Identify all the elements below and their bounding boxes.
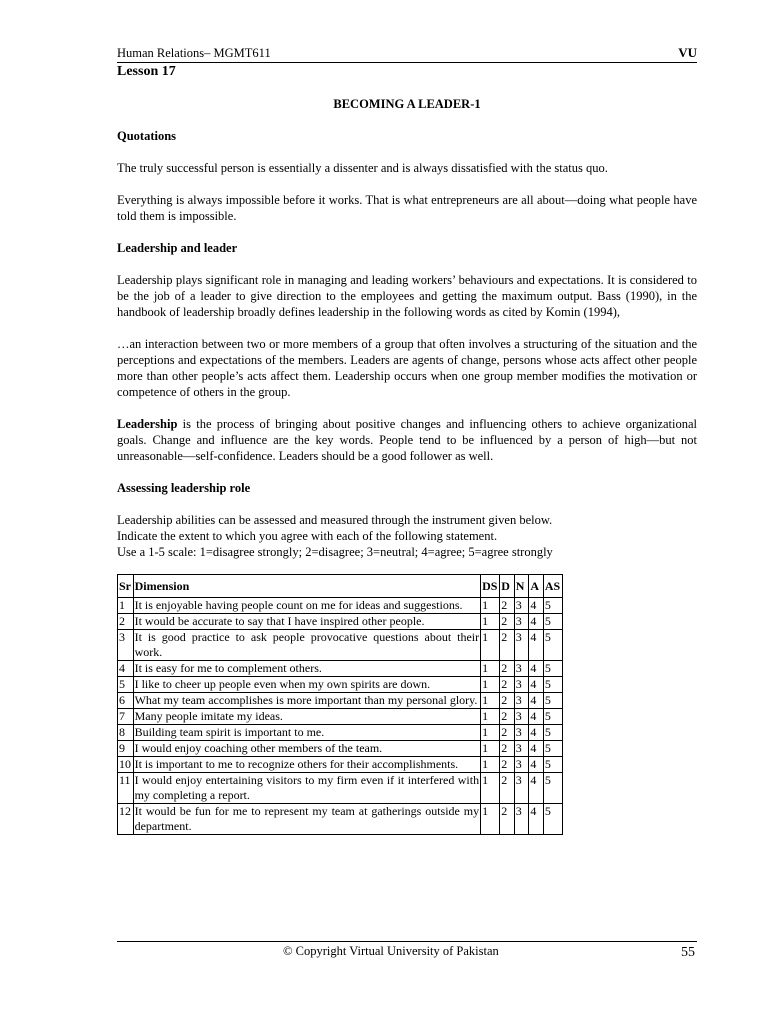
row-dimension: Many people imitate my ideas. [133, 709, 481, 725]
row-dimension: I would enjoy entertaining visitors to my firm even if it interfered with my completing a report. [134, 773, 480, 802]
row-ds: 1 [481, 693, 500, 709]
row-dimension: I like to cheer up people even when my own spirits are down. [133, 677, 481, 693]
course-title: Human Relations– MGMT611 [117, 46, 271, 60]
leadership-definition: is the process of bringing about positive changes and influencing others to achieve organizational goals. Change and influence are the key words. People tend to be influenced by a person of high—but not unreasonable—self-confidence. Leaders should be a good follower as well. [117, 417, 697, 463]
table-body [118, 598, 563, 835]
row-dimension: It is enjoyable having people count on me for ideas and suggestions. [133, 598, 481, 614]
row-a: 4 [529, 725, 544, 741]
lesson-label: Lesson 17 [117, 64, 176, 79]
row-dimension: It would be fun for me to represent my team at gatherings outside my department. [134, 804, 480, 833]
row-as: 5 [543, 709, 562, 725]
table-row [118, 773, 563, 804]
row-dimension: It is important to me to recognize others for their accomplishments. [133, 757, 481, 773]
row-n: 3 [514, 614, 529, 630]
row-a: 4 [529, 709, 544, 725]
quotations-heading: Quotations [117, 129, 177, 143]
row-d: 2 [500, 614, 515, 630]
page-title: BECOMING A LEADER-1 [333, 97, 481, 111]
row-a: 4 [529, 661, 544, 677]
row-dimension: It is easy for me to complement others. [133, 661, 481, 677]
header-ds: DS [481, 575, 500, 598]
row-sr: 7 [118, 709, 134, 725]
row-n: 3 [514, 598, 529, 614]
row-ds: 1 [481, 757, 500, 773]
quote-2: Everything is always impossible before it works. That is what entrepreneurs are all about—doing what people have told them is impossible. [117, 193, 697, 223]
row-sr: 10 [118, 757, 134, 773]
row-sr: 3 [118, 630, 134, 661]
row-ds: 1 [481, 725, 500, 741]
row-as: 5 [543, 661, 562, 677]
table-row [118, 757, 563, 773]
row-d: 2 [500, 630, 515, 661]
row-ds: 1 [481, 741, 500, 757]
assessing-heading: Assessing leadership role [117, 481, 251, 495]
row-as: 5 [543, 725, 562, 741]
row-d: 2 [500, 598, 515, 614]
row-n: 3 [514, 693, 529, 709]
table-row [118, 661, 563, 677]
table-row [118, 804, 563, 835]
table-row [118, 725, 563, 741]
copyright-notice: © Copyright Virtual University of Pakistan [283, 944, 499, 958]
instruction-line-3: Use a 1-5 scale: 1=disagree strongly; 2=disagree; 3=neutral; 4=agree; 5=agree strongly [117, 545, 553, 559]
row-n: 3 [514, 773, 529, 804]
row-as: 5 [543, 598, 562, 614]
row-dimension: I would enjoy coaching other members of the team. [133, 741, 481, 757]
row-d: 2 [500, 709, 515, 725]
row-sr: 4 [118, 661, 134, 677]
row-sr: 8 [118, 725, 134, 741]
row-n: 3 [514, 677, 529, 693]
header-as: AS [543, 575, 562, 598]
org-name: VU [678, 45, 697, 60]
row-n: 3 [514, 661, 529, 677]
row-dimension: What my team accomplishes is more important than my personal glory. [133, 693, 481, 709]
row-ds: 1 [481, 630, 500, 661]
row-as: 5 [543, 741, 562, 757]
table-header-row [118, 575, 563, 598]
table-row [118, 630, 563, 661]
leadership-paragraph-3 [117, 416, 697, 464]
row-ds: 1 [481, 614, 500, 630]
row-n: 3 [514, 804, 529, 835]
leadership-assessment-table [117, 574, 563, 835]
header-n: N [514, 575, 529, 598]
row-sr: 11 [118, 773, 134, 804]
row-sr: 9 [118, 741, 134, 757]
row-as: 5 [543, 757, 562, 773]
row-d: 2 [500, 661, 515, 677]
row-as: 5 [543, 693, 562, 709]
row-a: 4 [529, 804, 544, 835]
table-row [118, 598, 563, 614]
page-header [117, 44, 697, 63]
row-sr: 5 [118, 677, 134, 693]
table-row [118, 709, 563, 725]
row-sr: 12 [118, 804, 134, 835]
header-a: A [529, 575, 544, 598]
row-d: 2 [500, 693, 515, 709]
row-a: 4 [529, 614, 544, 630]
table-row [118, 693, 563, 709]
row-a: 4 [529, 773, 544, 804]
row-a: 4 [529, 757, 544, 773]
table-row [118, 614, 563, 630]
header-dimension: Dimension [133, 575, 481, 598]
row-dimension: Building team spirit is important to me. [133, 725, 481, 741]
table-row [118, 741, 563, 757]
instruction-line-2: Indicate the extent to which you agree with each of the following statement. [117, 529, 498, 543]
row-d: 2 [500, 741, 515, 757]
row-n: 3 [514, 725, 529, 741]
row-as: 5 [543, 614, 562, 630]
quote-1: The truly successful person is essentially a dissenter and is always dissatisfied with the status quo. [117, 161, 608, 175]
row-dimension: It would be accurate to say that I have inspired other people. [133, 614, 481, 630]
instruction-line-1: Leadership abilities can be assessed and measured through the instrument given below. [117, 513, 553, 527]
row-n: 3 [514, 757, 529, 773]
row-ds: 1 [481, 773, 500, 804]
row-d: 2 [500, 773, 515, 804]
leadership-term: Leadership [117, 417, 178, 431]
row-dimension: It is good practice to ask people provocative questions about their work. [134, 630, 480, 659]
row-sr: 1 [118, 598, 134, 614]
row-ds: 1 [481, 598, 500, 614]
row-a: 4 [529, 693, 544, 709]
row-ds: 1 [481, 661, 500, 677]
row-as: 5 [543, 773, 562, 804]
row-n: 3 [514, 630, 529, 661]
page-number: 55 [681, 945, 695, 960]
header-d: D [500, 575, 515, 598]
row-ds: 1 [481, 804, 500, 835]
row-as: 5 [543, 630, 562, 661]
table-row [118, 677, 563, 693]
row-ds: 1 [481, 709, 500, 725]
leadership-paragraph-1: Leadership plays significant role in managing and leading workers’ behaviours and expectations. It is considered to be the job of a leader to give direction to the employees and getting the maximum output. Bass (1990), in the handbook of leadership broadly defines leadership in the following words as cited by Komin (1994), [117, 273, 697, 319]
leadership-paragraph-2: …an interaction between two or more members of a group that often involves a structuring of the situation and the perceptions and expectations of the members. Leaders are agents of change, persons whose acts affect other people more than other people’s acts affect them. Leadership occurs when one group member modifies the motivation or competence of others in the group. [117, 337, 697, 399]
row-a: 4 [529, 677, 544, 693]
row-ds: 1 [481, 677, 500, 693]
page-content [117, 96, 697, 835]
row-d: 2 [500, 804, 515, 835]
leadership-heading: Leadership and leader [117, 241, 238, 255]
row-d: 2 [500, 757, 515, 773]
row-d: 2 [500, 725, 515, 741]
row-n: 3 [514, 709, 529, 725]
row-a: 4 [529, 630, 544, 661]
row-a: 4 [529, 598, 544, 614]
footer-divider [117, 941, 697, 942]
row-sr: 6 [118, 693, 134, 709]
header-sr: Sr [118, 575, 134, 598]
row-as: 5 [543, 677, 562, 693]
row-as: 5 [543, 804, 562, 835]
row-d: 2 [500, 677, 515, 693]
row-n: 3 [514, 741, 529, 757]
row-sr: 2 [118, 614, 134, 630]
row-a: 4 [529, 741, 544, 757]
